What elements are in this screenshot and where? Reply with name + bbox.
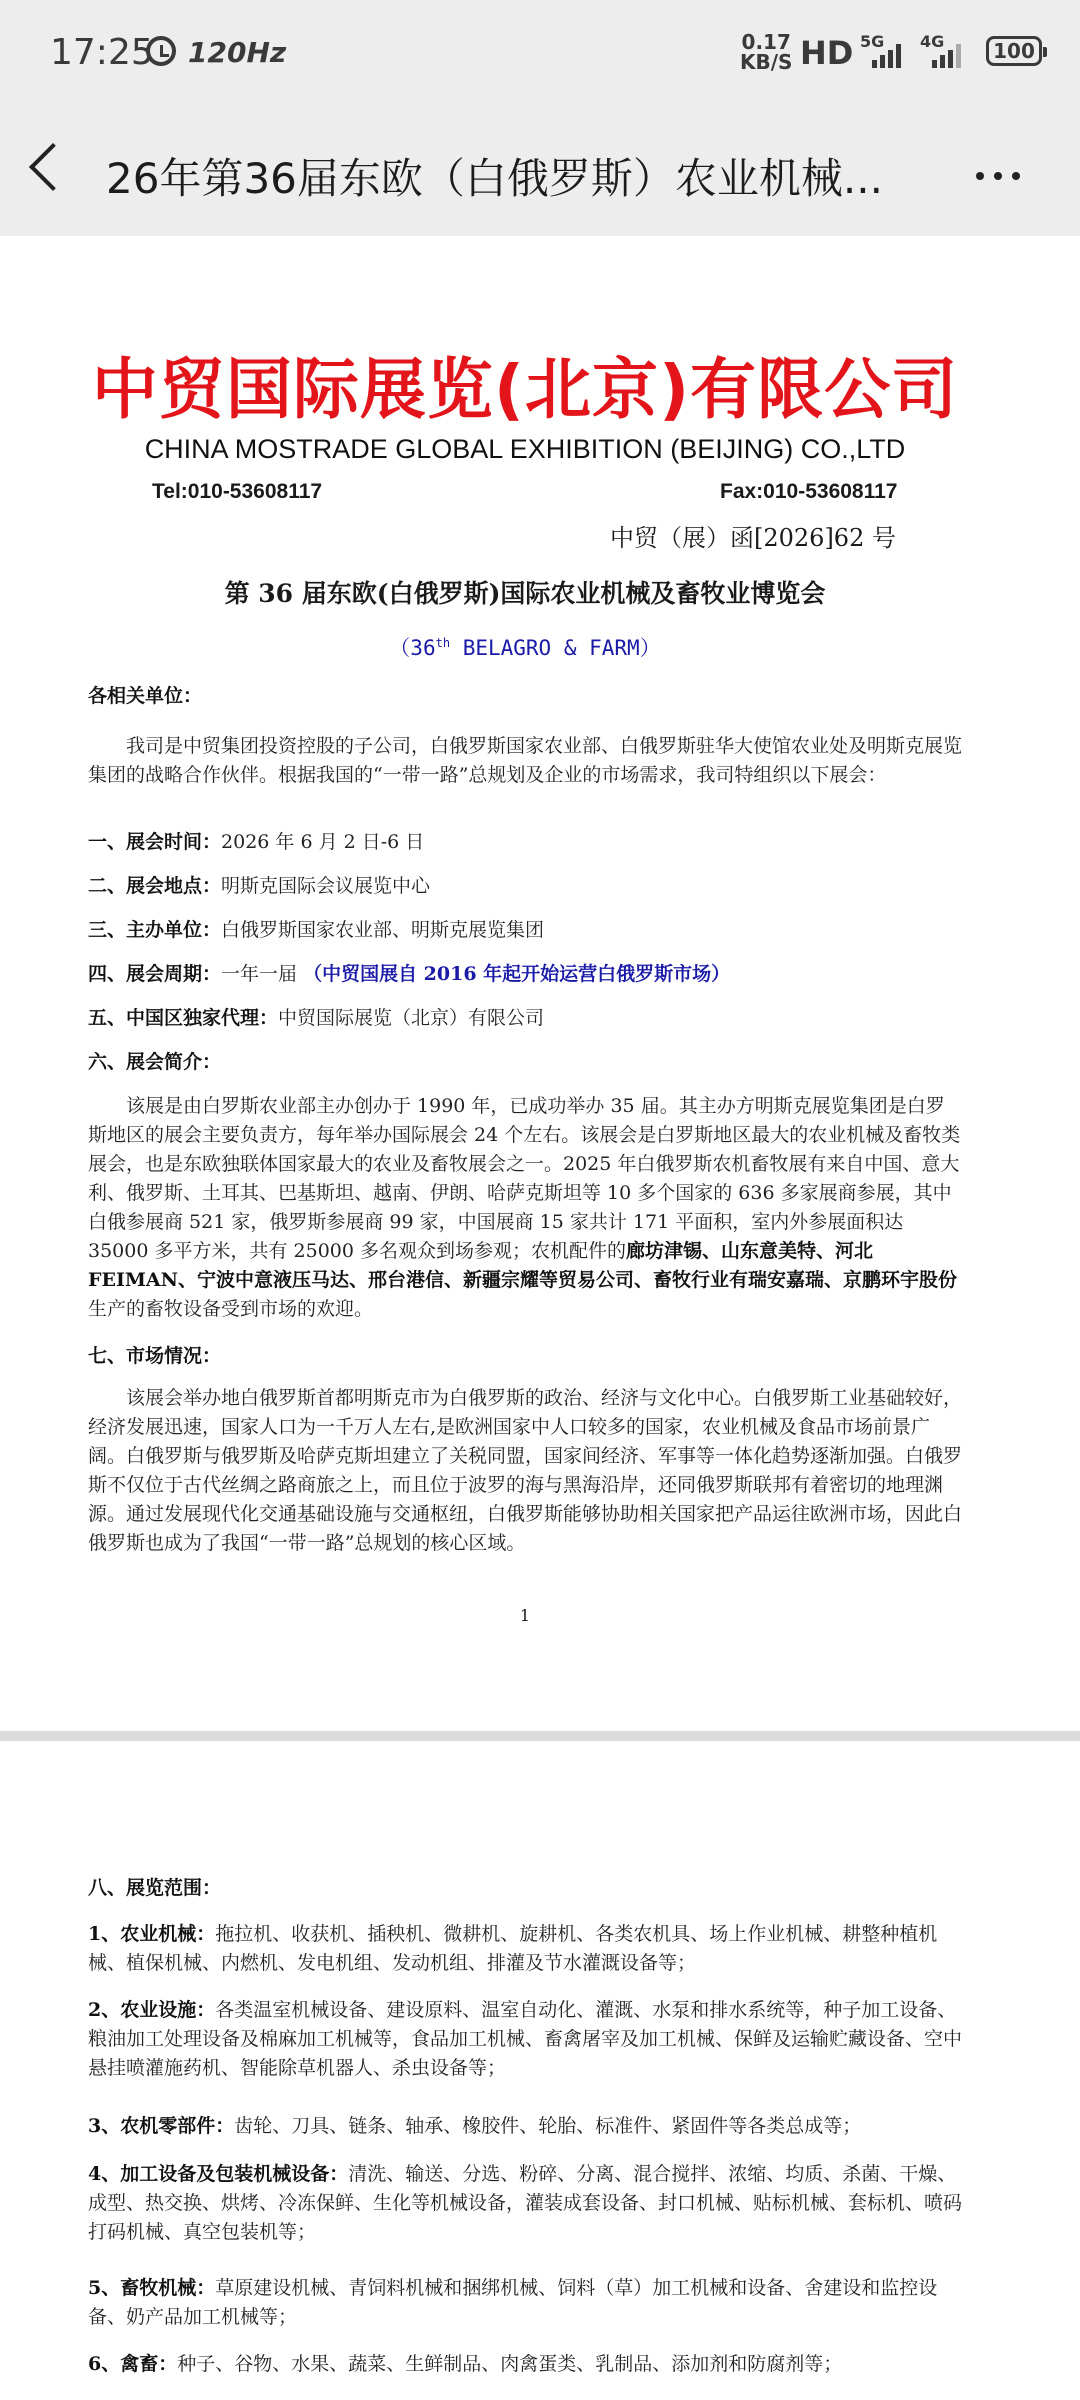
scope-item-3 — [88, 2112, 962, 2141]
company-tel: Tel:010-53608117 — [152, 480, 323, 503]
battery-icon: 100 — [986, 36, 1042, 66]
page-title: 26年第36届东欧（白俄罗斯）农业机械... — [106, 154, 883, 203]
scope-item-3-text: 齿轮、刀具、链条、轴承、橡胶件、轮胎、标准件、紧固件等各类总成等； — [234, 2115, 862, 2137]
section-organizer-value: 白俄罗斯国家农业部、明斯克展览集团 — [221, 919, 545, 941]
alarm-icon — [146, 36, 176, 66]
conference-title-en — [0, 632, 1050, 662]
refresh-rate: 120Hz — [188, 36, 287, 69]
section-market-heading — [88, 1342, 962, 1371]
section-time-label: 一、展会时间： — [88, 831, 222, 853]
section-venue-value: 明斯克国际会议展览中心 — [221, 875, 431, 897]
section-scope-label: 八、展览范围： — [88, 1877, 222, 1899]
document-number: 中贸（展）函[2026]62 号 — [610, 524, 896, 552]
page-divider — [0, 1731, 1080, 1741]
status-time: 17:25 — [50, 32, 154, 73]
scope-item-4-label: 4、加工设备及包装机械设备： — [88, 2163, 349, 2185]
section-intro-text-b: 生产的畜牧设备受到市场的欢迎。 — [88, 1298, 374, 1320]
section-organizer-label: 三、主办单位： — [88, 919, 222, 941]
section-venue-label: 二、展会地点： — [88, 875, 222, 897]
section-cycle — [88, 960, 962, 989]
conf-en-sup: th — [435, 636, 451, 650]
scope-item-4 — [88, 2160, 962, 2247]
company-fax: Fax:010-53608117 — [720, 480, 898, 503]
conf-en-prefix: （36 — [389, 636, 436, 660]
section-intro-text-bold: 廊坊津锡、山东意美特、河北 FEIMAN、宁波中意液压马达、邢台港信、新疆宗耀等贸易公司、畜牧行业有瑞安嘉瑞、京鹏环宇股份 — [88, 1240, 958, 1291]
intro-paragraph: 我司是中贸集团投资控股的子公司，白俄罗斯国家农业部、白俄罗斯驻华大使馆农业处及明斯克展览集团的战略合作伙伴。根据我国的“一带一路”总规划及企业的市场需求，我司特组织以下展会： — [88, 735, 963, 786]
scope-item-1-text: 拖拉机、收获机、插秧机、微耕机、旋耕机、各类农机具、场上作业机械、耕整种植机械、植保机械、内燃机、发电机组、发动机组、排灌及节水灌溉设备等； — [88, 1923, 938, 1974]
scope-item-5-text: 草原建设机械、青饲料机械和捆绑机械、饲料（草）加工机械和设备、舍建设和监控设备、奶产品加工机械等； — [88, 2277, 938, 2328]
scope-item-5 — [88, 2274, 962, 2332]
section-cycle-value: 一年一届 — [221, 963, 304, 985]
conf-en-suffix: BELAGRO & FARM） — [450, 636, 661, 660]
section-market-label: 七、市场情况： — [88, 1345, 222, 1367]
signal-4g-label: 4G — [920, 32, 945, 51]
scope-item-3-label: 3、农机零部件： — [88, 2115, 235, 2137]
scope-item-2 — [88, 1996, 962, 2083]
more-dots-icon[interactable] — [976, 172, 1020, 180]
scope-item-2-text: 各类温室机械设备、建设原料、温室自动化、灌溉、水泵和排水系统等，种子加工设备、粮油加工处理设备及棉麻加工机械等，食品加工机械、畜禽屠宰及加工机械、保鲜及运输贮藏设备、空中悬挂喷灌施药机、智能除草机器人、杀虫设备等； — [88, 1999, 963, 2079]
section-intro-body — [88, 1092, 962, 1324]
section-cycle-label: 四、展会周期： — [88, 963, 222, 985]
section-agent-value: 中贸国际展览（北京）有限公司 — [278, 1007, 545, 1029]
section-time — [88, 828, 962, 857]
signal-4g-icon — [920, 32, 964, 66]
greeting-text: 各相关单位： — [88, 685, 203, 707]
section-organizer — [88, 916, 962, 945]
chevron-left-icon[interactable] — [29, 143, 77, 191]
scope-item-6-label: 6、禽畜： — [88, 2353, 178, 2375]
section-venue — [88, 872, 962, 901]
scope-item-5-label: 5、畜牧机械： — [88, 2277, 216, 2299]
greeting — [88, 682, 962, 711]
signal-5g-icon — [860, 32, 904, 66]
section-scope-heading — [88, 1874, 962, 1903]
section-agent — [88, 1004, 962, 1033]
section-intro-heading — [88, 1048, 962, 1077]
network-speed-value: 0.17 — [741, 30, 791, 54]
section-intro-label: 六、展会简介： — [88, 1051, 222, 1073]
section-time-value: 2026 年 6 月 2 日-6 日 — [221, 831, 425, 853]
scope-item-6-text: 种子、谷物、水果、蔬菜、生鲜制品、肉禽蛋类、乳制品、添加剂和防腐剂等； — [177, 2353, 843, 2375]
network-speed-unit: KB/S — [740, 50, 793, 74]
title-bar — [0, 108, 1080, 236]
scope-item-2-label: 2、农业设施： — [88, 1999, 216, 2021]
section-agent-label: 五、中国区独家代理： — [88, 1007, 279, 1029]
scope-item-6 — [88, 2350, 962, 2379]
conference-title: 第 36 届东欧(白俄罗斯)国际农业机械及畜牧业博览会 — [224, 579, 826, 608]
signal-5g-label: 5G — [860, 32, 885, 51]
company-name-en: CHINA MOSTRADE GLOBAL EXHIBITION (BEIJING) CO.,LTD — [144, 434, 906, 464]
network-speed — [740, 32, 792, 72]
page-number: 1 — [519, 1606, 531, 1625]
company-name-cn: 中贸国际展览(北京)有限公司 — [91, 351, 959, 428]
section-cycle-note: （中贸国展自 2016 年起开始运营白俄罗斯市场） — [303, 963, 731, 985]
scope-item-1 — [88, 1920, 962, 1978]
scope-item-1-label: 1、农业机械： — [88, 1923, 216, 1945]
section-market-body: 该展会举办地白俄罗斯首都明斯克市为白俄罗斯的政治、经济与文化中心。白俄罗斯工业基础较好，经济发展迅速，国家人口为一千万人左右,是欧洲国家中人口较多的国家，农业机械及食品市场前景广阔。白俄罗斯与俄罗斯及哈萨克斯坦建立了关税同盟，国家间经济、军事等一体化趋势逐渐加强。白俄罗斯不仅位于古代丝绸之路商旅之上，而且位于波罗的海与黑海沿岸，还同俄罗斯联邦有着密切的地理渊源。通过发展现代化交通基础设施与交通枢纽，白俄罗斯能够协助相关国家把产品运往欧洲市场，因此白俄罗斯也成为了我国“一带一路”总规划的核心区域。 — [88, 1387, 963, 1554]
scope-item-4-text: 清洗、输送、分选、粉碎、分离、混合搅拌、浓缩、均质、杀菌、干燥、成型、热交换、烘烤、冷冻保鲜、生化等机械设备，灌装成套设备、封口机械、贴标机械、套标机、喷码打码机械、真空包装机等； — [88, 2163, 963, 2243]
section-intro-text-a: 该展是由白罗斯农业部主办创办于 1990 年，已成功举办 35 届。其主办方明斯克展览集团是白罗斯地区的展会主要负责方，每年举办国际展会 24 个左右。该展会是白罗斯地区最大的农业机械及畜牧类展会，也是东欧独联体国家最大的农业及畜牧展会之一。2025 年白俄罗斯农机畜牧展有来自中国、意大利、俄罗斯、土耳其、巴基斯坦、越南、伊朗、哈萨克斯坦等 10 多个国家的 636 多家展商参展，其中白俄参展商 521 家，俄罗斯参展商 99 家，中国展商 15 家共计 171 平面积，室内外参展面积达 35000 多平方米，共有 25000 多名观众到场参观；农机配件的 — [88, 1095, 961, 1262]
hd-voice-icon: HD — [800, 34, 854, 72]
status-bar — [0, 0, 1080, 108]
